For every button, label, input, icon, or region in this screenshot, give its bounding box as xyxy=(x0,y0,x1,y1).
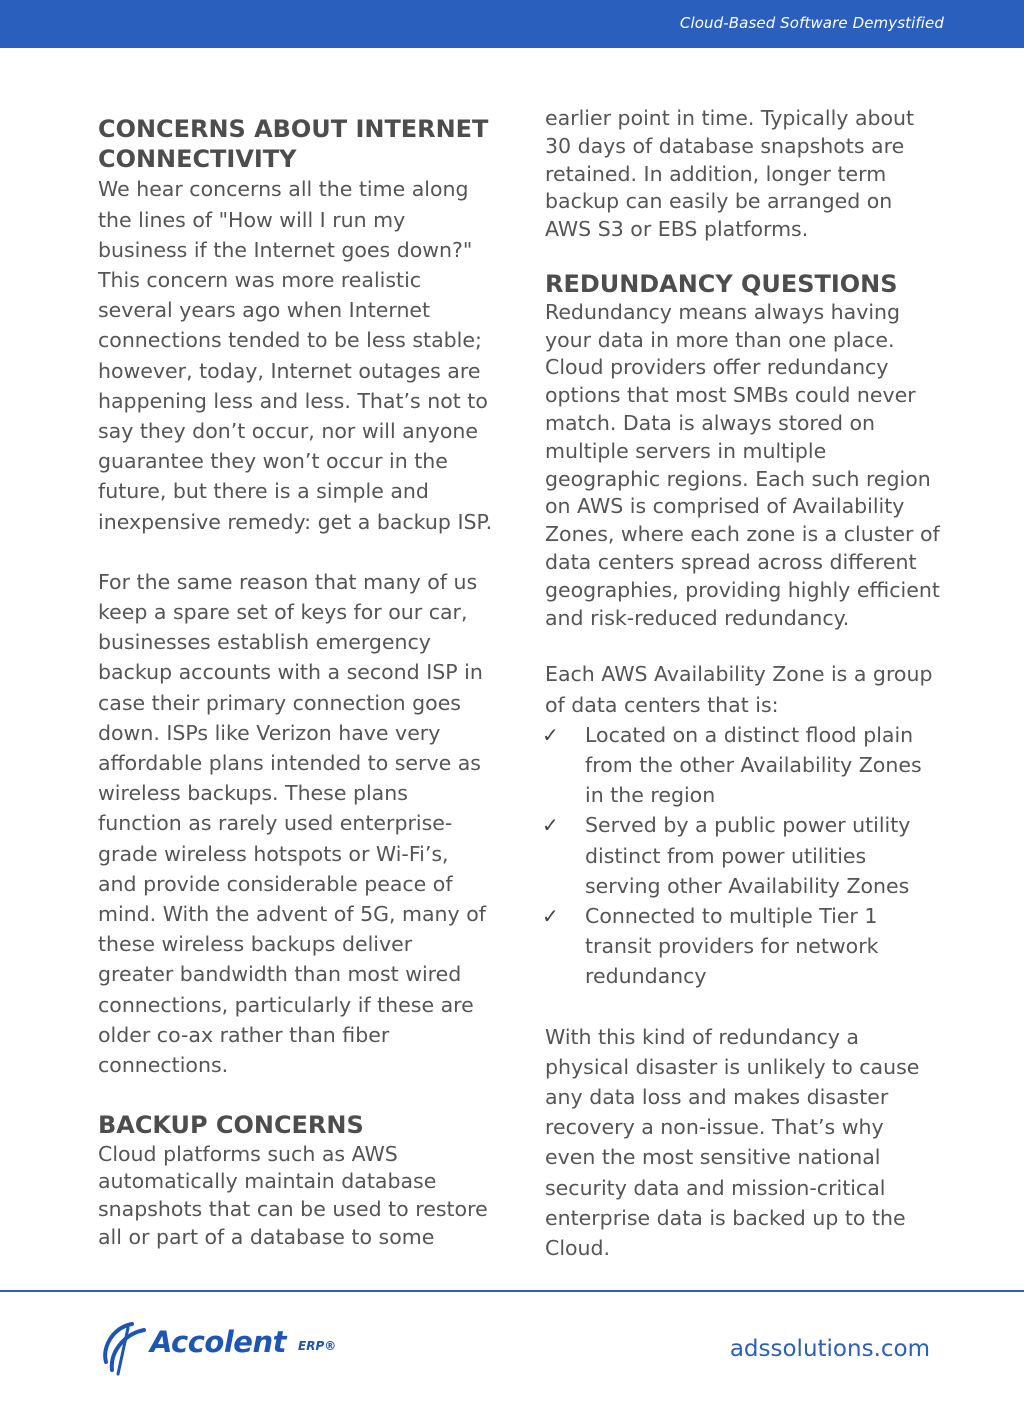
paragraph-disaster-recovery: With this kind of redundancy a physical disaster is unlikely to cause any data loss and makes disaster recovery a non-issue. That’s why even the most sensitive national security data and mission-critical enterprise data is backed up to the Cloud. xyxy=(545,1024,920,1260)
document-title: Cloud-Based Software Demystified xyxy=(679,14,944,32)
accolent-logo xyxy=(98,1318,358,1378)
check-icon: ✓ xyxy=(542,903,559,928)
list-item xyxy=(542,720,940,811)
heading-backup-concerns: BACKUP CONCERNS xyxy=(98,1111,364,1140)
paragraph-backup-isp: For the same reason that many of us keep a spare set of keys for our car, businesses establish emergency backup accounts with a second ISP in case their primary connection goes down. ISPs like Verizon have very affordable plans intended to serve as wireless backups. These plans function as rarely used enterprise-grade wireless hotspots or Wi-Fi’s, and provide considerable peace of mind. With the advent of 5G, many of these wireless backups deliver greater bandwidth than most wired connections, particularly if these are older co-ax rather than fiber connections. xyxy=(98,569,486,1078)
list-item-text: Located on a distinct flood plain from the other Availability Zones in the region xyxy=(585,722,922,808)
paragraph-snapshots-continued: earlier point in time. Typically about 30 days of database snapshots are retained. In addition, longer term backup can easily be arranged on AWS S3 or EBS platforms. xyxy=(545,106,915,242)
paragraph-internet-concerns: We hear concerns all the time along the lines of "How will I run my business if the Internet goes down?" This concern was more realistic several years ago when Internet connections tended to be less stable; however, today, Internet outages are happening less and less. That’s not to say they don’t occur, nor will anyone guarantee they won’t occur in the future, but there is a simple and inexpensive remedy: get a backup ISP. xyxy=(98,177,493,534)
check-icon: ✓ xyxy=(542,722,559,747)
right-column xyxy=(542,105,940,1263)
paragraph-availability-zone: Each AWS Availability Zone is a group of data centers that is: xyxy=(545,662,933,717)
list-item xyxy=(542,901,940,992)
paragraph-backup-concerns: Cloud platforms such as AWS automatically maintain database snapshots that can be used to restore all or part of a database to some xyxy=(98,1141,488,1249)
header-bar xyxy=(0,0,1024,48)
availability-zone-checklist xyxy=(542,720,940,992)
logo-wordmark: Accolent xyxy=(150,1325,286,1359)
accolent-logo-icon xyxy=(98,1318,150,1376)
check-icon: ✓ xyxy=(542,813,559,838)
list-item-text: Connected to multiple Tier 1 transit providers for network redundancy xyxy=(585,903,879,989)
left-column xyxy=(98,114,493,1252)
footer-divider xyxy=(0,1290,1024,1292)
paragraph-redundancy: Redundancy means always having your data in more than one place. Cloud providers offer redundancy options that most SMBs could never match. Data is always stored on multiple servers in multiple geographic regions. Each such region on AWS is comprised of Availability Zones, where each zone is a cluster of data centers spread across different geographies, providing highly efficient and risk-reduced redundancy. xyxy=(545,299,940,630)
heading-internet-connectivity: CONCERNS ABOUT INTERNET CONNECTIVITY xyxy=(98,115,489,174)
heading-redundancy-questions: REDUNDANCY QUESTIONS xyxy=(545,269,898,298)
logo-erp-suffix: ERP® xyxy=(298,1339,337,1353)
list-item-text: Served by a public power utility distinct from power utilities serving other Availability Zones xyxy=(585,813,911,898)
website-link[interactable]: adssolutions.com xyxy=(729,1336,930,1362)
list-item xyxy=(542,810,940,901)
